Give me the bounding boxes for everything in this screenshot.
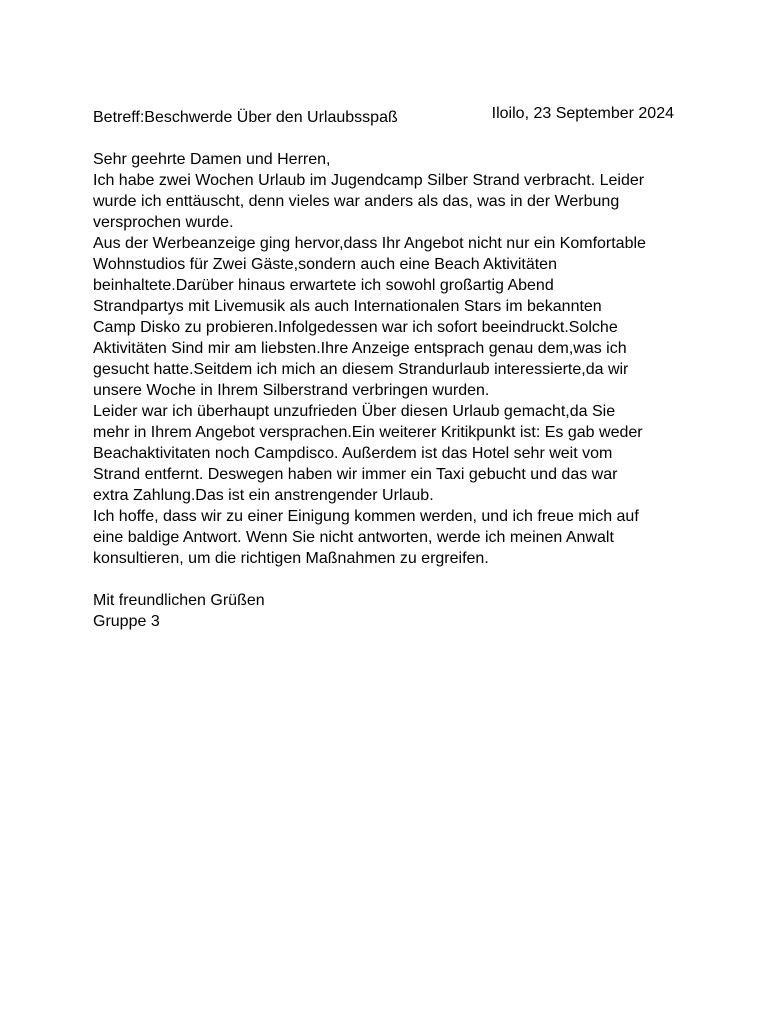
signature: Gruppe 3 [93, 613, 160, 630]
paragraph: Ich hoffe, dass wir zu einer Einigung kommen werden, und ich freue mich auf eine baldige Antwort. Wenn Sie nicht antworten, werde ich meinen Anwalt konsultieren, um die richtigen Maßnahmen zu ergreifen. [93, 508, 639, 567]
date-line: Iloilo, 23 September 2024 [491, 105, 674, 122]
paragraph: Leider war ich überhaupt unzufrieden Über diesen Urlaub gemacht,da Sie mehr in Ihrem Angebot versprachen.Ein weiterer Kritikpunkt ist: Es gab weder Beachaktivitaten noch Campdisco. Außerdem ist das Hotel sehr weit vom Strand entfernt. Deswegen haben wir immer ein Taxi gebucht und das war extra Zahlung.Das ist ein anstrengender Urlaub. [93, 403, 643, 504]
blank-line [93, 569, 693, 590]
closing: Mit freundlichen Grüßen [93, 592, 265, 609]
subject-line: Betreff:Beschwerde Über den Urlaubsspaß [93, 109, 398, 126]
salutation: Sehr geehrte Damen und Herren, [93, 151, 331, 168]
paragraph: Aus der Werbeanzeige ging hervor,dass Ihr Angebot nicht nur ein Komfortable Wohnstudios für Zwei Gäste,sondern auch eine Beach Aktivitäten beinhaltete.Darüber hinaus erwartete ich sowohl großartig Abend Strandpartys mit Livemusik als auch Internationalen Stars im bekannten Camp Disko zu probieren.Infolgedessen war ich sofort beeindruckt.Solche Aktivitäten Sind mir am liebsten.Ihre Anzeige entsprach genau dem,was ich gesucht hatte.Seitdem ich mich an diesem Strandurlaub interessierte,da wir unsere Woche in Ihrem Silberstrand verbringen wurden. [93, 235, 646, 399]
letter-body [93, 107, 693, 632]
paragraph: Ich habe zwei Wochen Urlaub im Jugendcamp Silber Strand verbracht. Leider wurde ich enttäuscht, denn vieles war anders als das, was in der Werbung versprochen wurde. [93, 172, 645, 231]
blank-line [93, 128, 693, 149]
